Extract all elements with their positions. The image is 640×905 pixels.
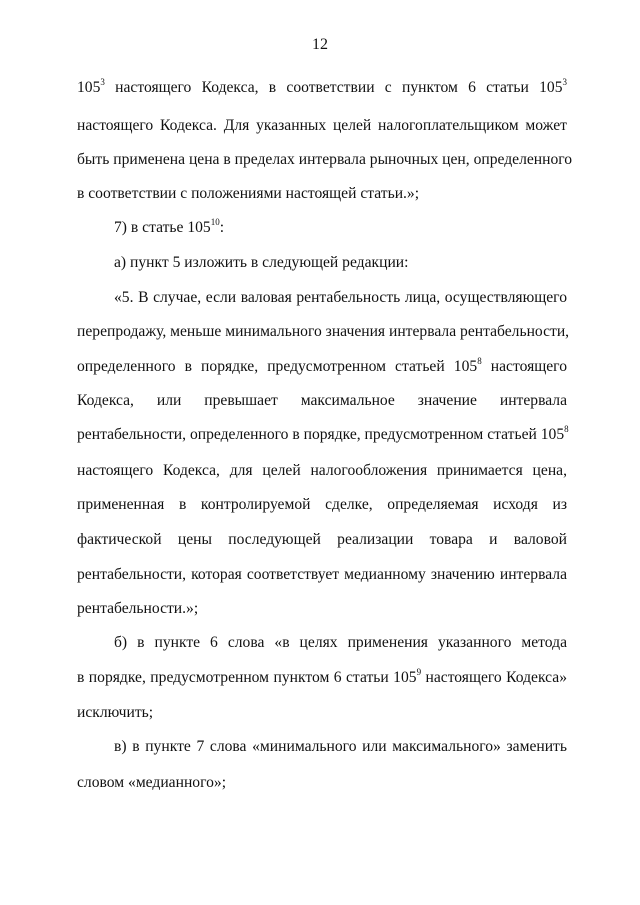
text-line [77,322,570,342]
text-line [77,78,567,99]
text-line [77,184,567,204]
text-segment: в порядке, предусмотренном пунктом 6 статьи 105 [77,669,417,686]
text-segment: определенного в порядке, предусмотренном статьей 105 [77,358,478,375]
text-line [114,253,567,273]
text-segment: примененная в контролируемой сделке, определяемая исходя из [77,496,567,513]
text-segment: настоящего Кодекса. Для указанных целей налогоплательщиком может [77,117,567,134]
text-segment: фактической цены последующей реализации товара и валовой [77,531,567,548]
text-segment: словом «медианного»; [77,774,227,791]
text-segment: исключить; [77,704,154,721]
text-line [77,530,567,550]
text-line [77,116,567,136]
superscript: 3 [100,77,105,87]
text-line [77,773,567,793]
text-line [77,668,567,689]
text-line [77,391,567,411]
superscript: 10 [210,217,220,227]
text-segment: настоящего Кодекса, для целей налогообложения принимается цена, [77,462,567,479]
superscript: 3 [562,77,567,87]
superscript: 8 [477,356,482,366]
text-line [77,425,567,446]
text-line [77,565,567,585]
text-line [77,357,567,378]
text-segment: б) в пункте 6 слова «в целях применения указанного метода [114,634,567,651]
text-line [77,599,567,619]
text-segment: рентабельности, определенного в порядке, предусмотренном статьей 105 [77,426,565,443]
text-segment: рентабельности, которая соответствует медианному значению интервала [77,566,567,583]
text-line [77,495,567,515]
text-line [77,703,567,723]
text-line [114,737,567,757]
superscript: 9 [416,667,422,677]
text-segment: : [219,219,225,236]
text-line [114,633,567,653]
text-line [77,150,573,170]
text-segment: настоящего Кодекса» [421,669,567,686]
text-segment: быть применена цена в пределах интервала рыночных цен, определенного [77,151,573,168]
text-segment: а) пункт 5 изложить в следующей редакции: [114,254,409,271]
text-line [114,218,567,239]
text-segment: в соответствии с положениями настоящей статьи.»; [77,185,420,202]
text-line [77,461,567,481]
text-segment: 105 [77,79,101,96]
text-segment: рентабельности.»; [77,600,199,617]
page-number: 12 [312,36,328,53]
text-segment: Кодекса, или превышает максимальное значение интервала [77,392,567,409]
text-segment: в) в пункте 7 слова «минимального или максимального» заменить [114,738,567,755]
text-line [114,288,567,308]
text-segment: «5. В случае, если валовая рентабельность лица, осуществляющего [114,289,567,306]
text-segment: настоящего [481,358,567,375]
text-segment: 7) в статье 105 [114,219,211,236]
text-segment: перепродажу, меньше минимального значения интервала рентабельности, [77,323,570,340]
text-segment: настоящего Кодекса, в соответствии с пунктом 6 статьи 105 [104,79,563,96]
superscript: 8 [564,424,569,434]
